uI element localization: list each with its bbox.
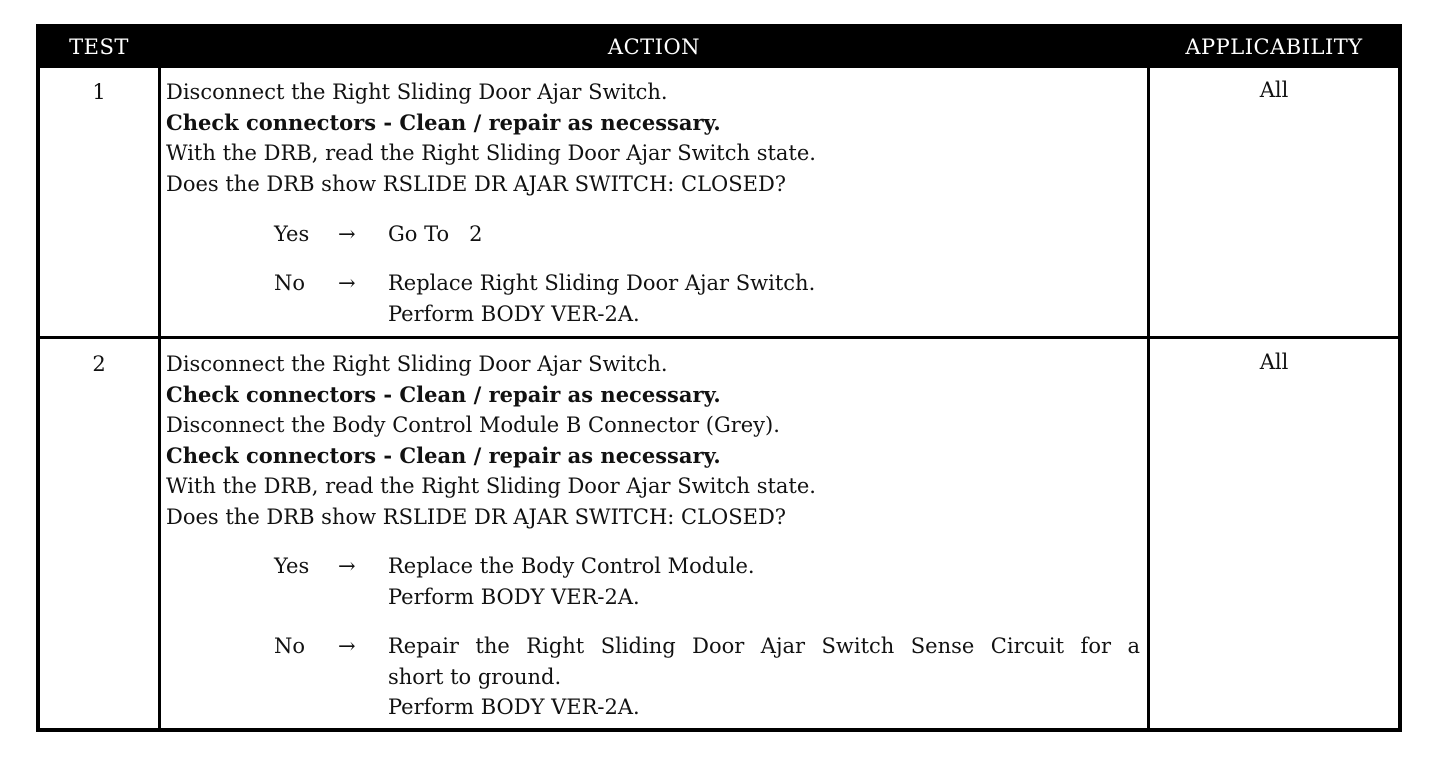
arrow-right-icon: → [338, 271, 356, 295]
arrow-right-icon: → [338, 222, 356, 246]
no-result-line: short to ground. [388, 664, 562, 689]
header-test: TEST [69, 35, 129, 59]
action-line-bold: Check connectors - Clean / repair as necessary. [166, 109, 721, 135]
yes-label: Yes [274, 222, 310, 246]
yes-result-line: Perform BODY VER-2A. [388, 584, 640, 609]
yes-result-line: Replace the Body Control Module. [388, 554, 755, 578]
action-line: Does the DRB show RSLIDE DR AJAR SWITCH: CLOSED? [166, 504, 787, 529]
no-result-line: Replace Right Sliding Door Ajar Switch. [388, 271, 816, 295]
table-header [40, 28, 1398, 68]
action-line: Disconnect the Right Sliding Door Ajar Switch. [166, 80, 668, 104]
no-label: No [274, 271, 306, 295]
no-result [388, 631, 1140, 723]
arrow-right-icon: → [338, 634, 356, 658]
action-line-bold: Check connectors - Clean / repair as necessary. [166, 381, 721, 407]
no-label: No [274, 634, 306, 658]
header-applicability: APPLICABILITY [1185, 35, 1363, 59]
column-divider [1147, 68, 1150, 728]
no-result-line: Perform BODY VER-2A. [388, 695, 640, 719]
yes-label: Yes [274, 554, 310, 578]
yes-result [388, 551, 755, 612]
diagnostic-table [36, 24, 1402, 732]
yes-result: Go To 2 [388, 222, 483, 246]
action-steps [166, 77, 816, 199]
header-action: ACTION [607, 35, 701, 59]
action-line: Disconnect the Body Control Module B Connector (Grey). [166, 413, 780, 437]
no-result [388, 268, 815, 329]
action-steps [166, 349, 816, 532]
test-number: 2 [92, 352, 106, 376]
action-line: Does the DRB show RSLIDE DR AJAR SWITCH: CLOSED? [166, 171, 787, 196]
test-number: 1 [92, 80, 106, 104]
arrow-right-icon: → [338, 554, 356, 578]
row-divider [40, 336, 1398, 339]
column-divider [158, 68, 161, 728]
action-line: Disconnect the Right Sliding Door Ajar Switch. [166, 352, 668, 376]
applicability-value: All [1259, 350, 1289, 374]
action-line: With the DRB, read the Right Sliding Door Ajar Switch state. [166, 474, 816, 498]
applicability-value: All [1259, 78, 1289, 102]
action-line-bold: Check connectors - Clean / repair as necessary. [166, 442, 721, 468]
no-result-line: Perform BODY VER-2A. [388, 301, 640, 326]
no-result-line: Repair the Right Sliding Door Ajar Switch Sense Circuit for a [388, 634, 1140, 658]
action-line: With the DRB, read the Right Sliding Door Ajar Switch state. [166, 141, 816, 165]
